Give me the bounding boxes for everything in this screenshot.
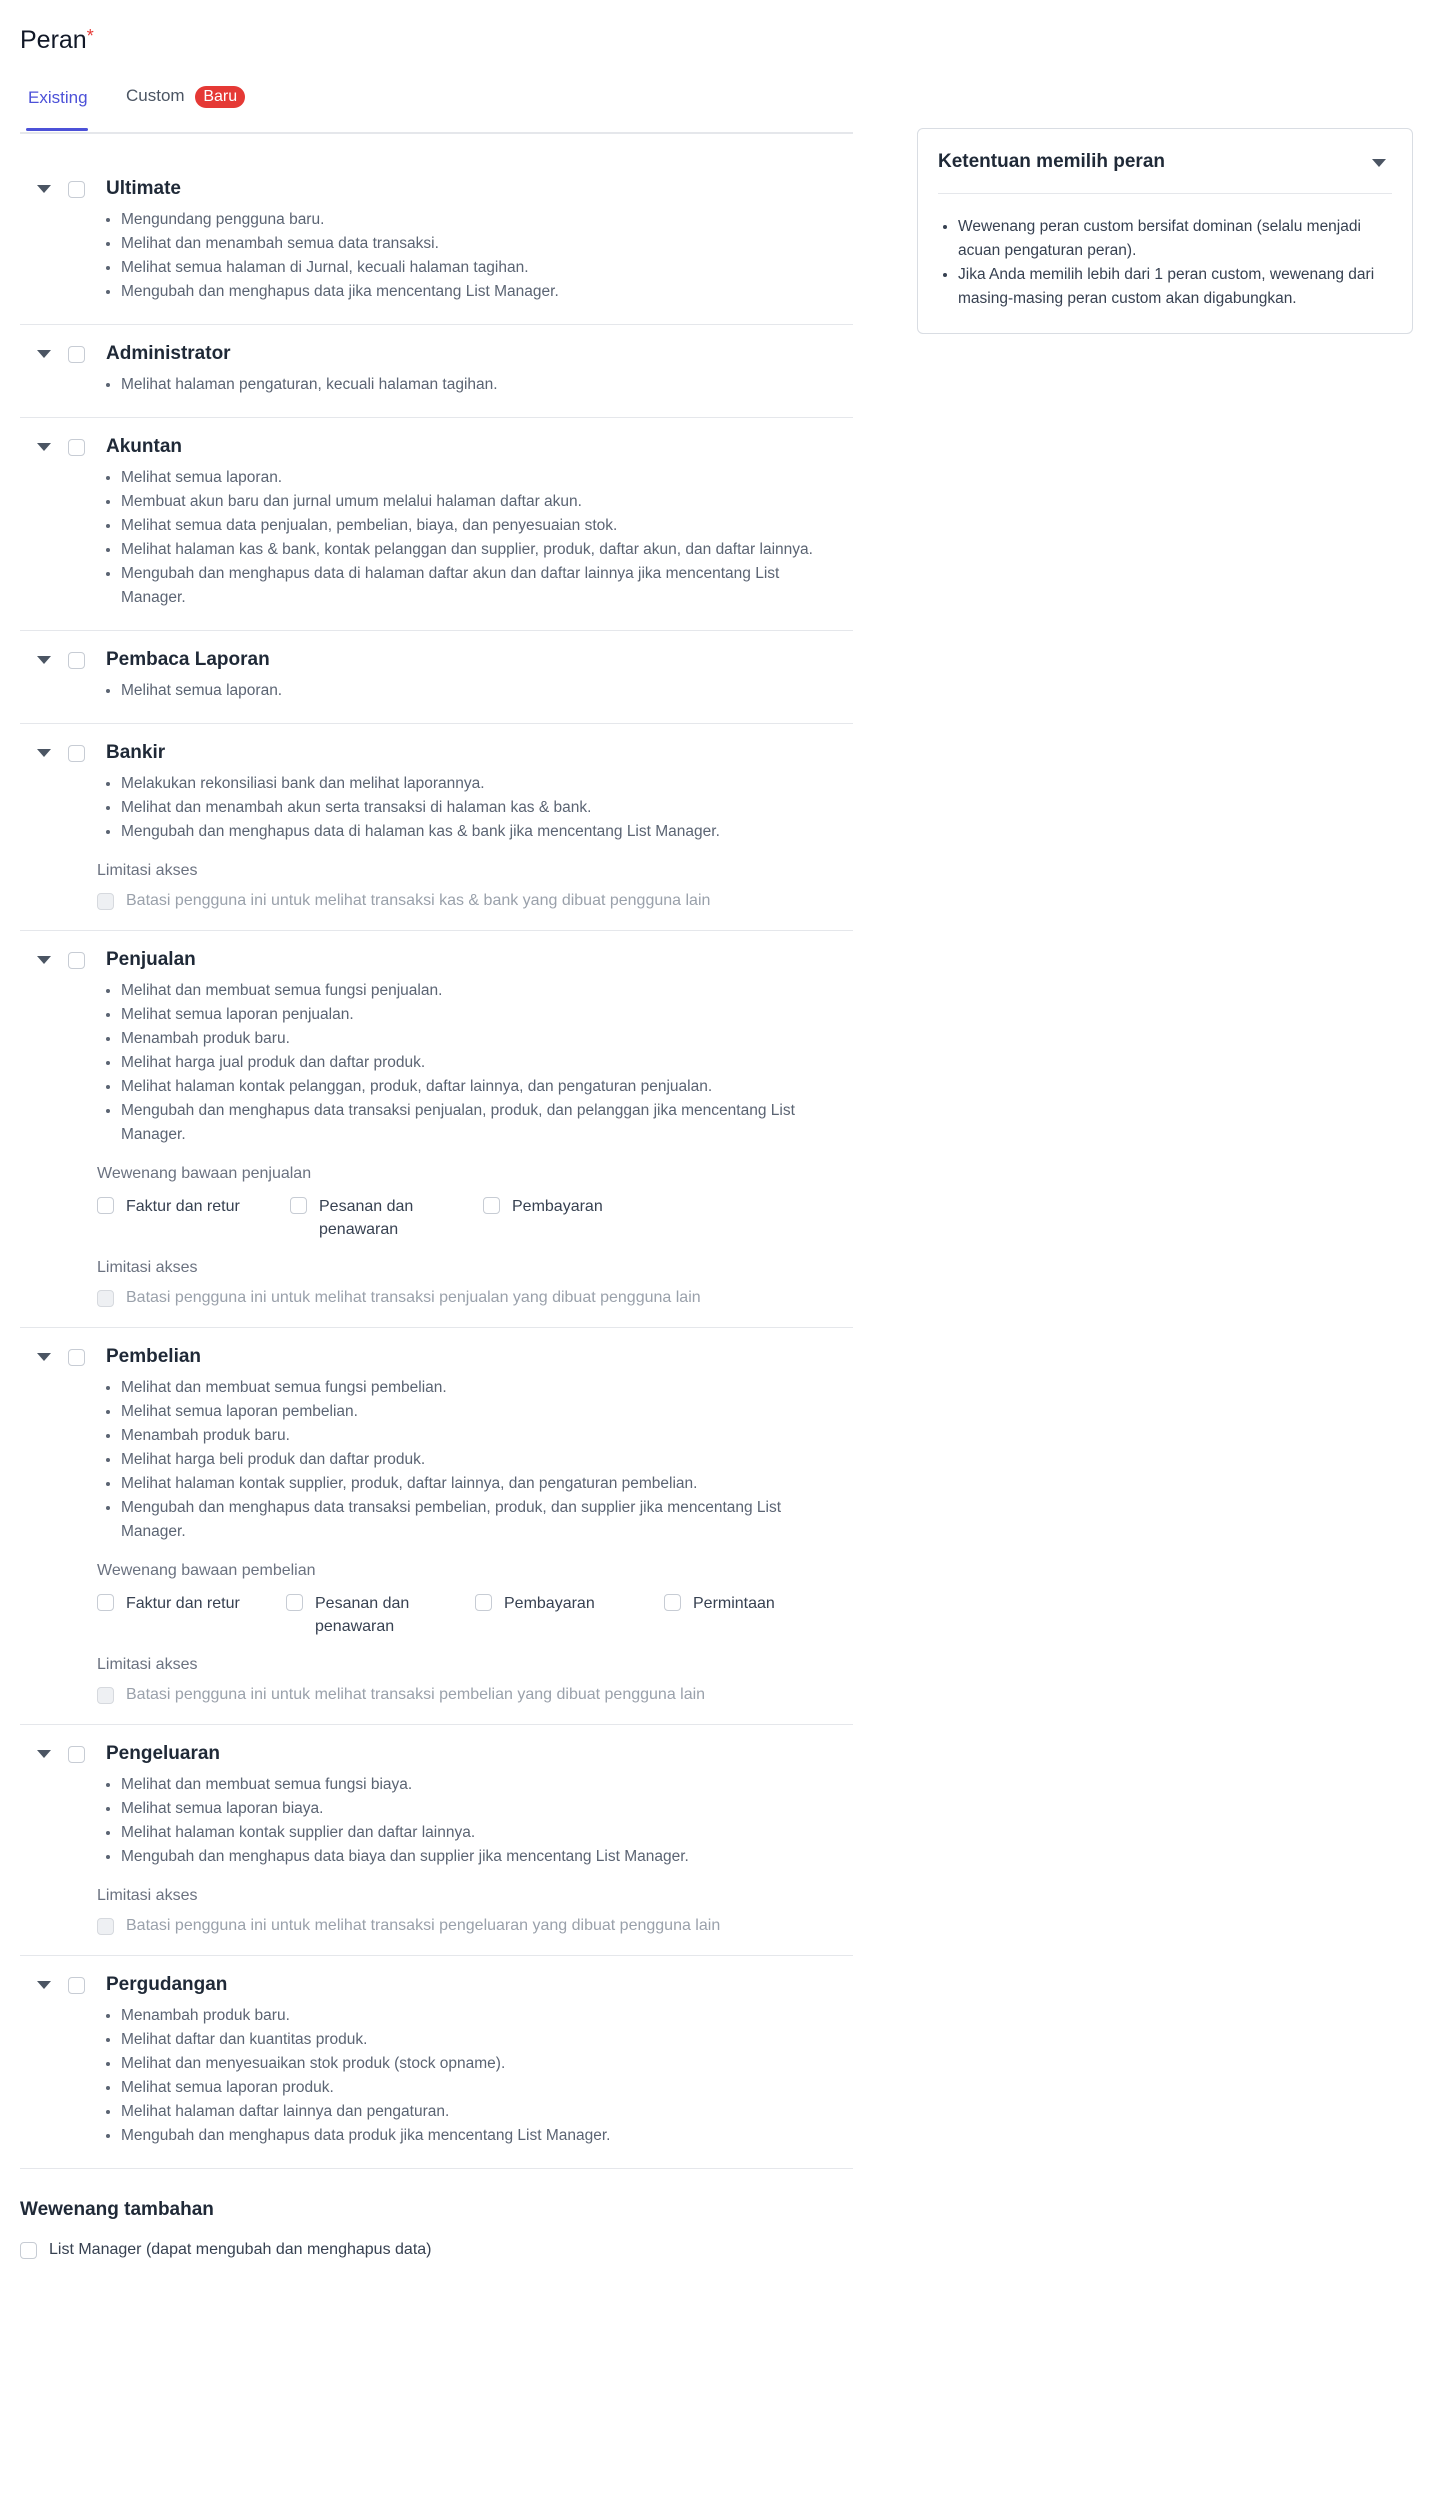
role-checkbox-bankir[interactable] <box>68 745 85 762</box>
role-name: Penjualan <box>106 949 196 970</box>
option-checkbox[interactable] <box>286 1594 303 1611</box>
default-permissions <box>97 1562 853 1638</box>
option-checkbox[interactable] <box>475 1594 492 1611</box>
role-name: Pergudangan <box>106 1974 228 1995</box>
role-checkbox-pembaca-laporan[interactable] <box>68 652 85 669</box>
role-section-pengeluaran <box>20 1725 853 1956</box>
permission-item: • Menambah produk baru. <box>121 2004 853 2028</box>
default-permissions-label: Wewenang bawaan penjualan <box>97 1165 312 1182</box>
permission-item: • Melihat halaman kontak supplier dan daftar lainnya. <box>121 1821 853 1845</box>
role-rule-item: • Wewenang peran custom bersifat dominan (selalu menjadi acuan pengaturan peran). <box>958 215 1388 263</box>
required-mark: * <box>86 26 94 46</box>
option-checkbox[interactable] <box>97 1594 114 1611</box>
option-label: Permintaan <box>693 1595 775 1612</box>
option-checkbox[interactable] <box>97 1197 114 1214</box>
role-header <box>20 945 853 975</box>
additional-permissions-title: Wewenang tambahan <box>20 2199 214 2220</box>
option-checkbox[interactable] <box>483 1197 500 1214</box>
limit-text: Batasi pengguna ini untuk melihat transaksi kas & bank yang dibuat pengguna lain <box>126 892 711 909</box>
role-checkbox-pembelian[interactable] <box>68 1349 85 1366</box>
tab-existing-label: Existing <box>28 88 88 107</box>
access-limitation-option <box>97 892 853 910</box>
limit-checkbox <box>97 1918 114 1935</box>
option-label: Pesanan dan penawaran <box>319 1198 414 1238</box>
caret-down-icon[interactable] <box>37 1353 51 1361</box>
role-section-pembaca-laporan <box>20 631 853 724</box>
role-rules-panel <box>917 128 1413 334</box>
role-section-administrator <box>20 325 853 418</box>
permission-item: • Melihat semua laporan. <box>121 466 853 490</box>
default-permissions <box>97 1165 853 1241</box>
limit-text: Batasi pengguna ini untuk melihat transaksi pembelian yang dibuat pengguna lain <box>126 1686 706 1703</box>
caret-down-icon[interactable] <box>37 956 51 964</box>
permission-item: • Mengubah dan menghapus data di halaman daftar akun dan daftar lainnya jika mencentang List Manager. <box>121 562 853 610</box>
tab-custom-label: Custom <box>126 86 185 105</box>
tab-existing[interactable] <box>28 88 88 108</box>
role-header <box>20 432 853 462</box>
role-permissions <box>20 466 853 610</box>
list-manager-checkbox[interactable] <box>20 2242 37 2259</box>
default-permissions-options <box>97 1195 853 1241</box>
access-limitation-label: Limitasi akses <box>97 862 198 879</box>
caret-down-icon[interactable] <box>37 350 51 358</box>
permission-item: • Melihat semua laporan. <box>121 679 853 703</box>
role-permissions <box>20 679 853 703</box>
permission-item: • Menambah produk baru. <box>121 1424 853 1448</box>
permission-item: • Melihat dan membuat semua fungsi pembelian. <box>121 1376 853 1400</box>
role-checkbox-penjualan[interactable] <box>68 952 85 969</box>
role-header <box>20 645 853 675</box>
default-permissions-label: Wewenang bawaan pembelian <box>97 1562 316 1579</box>
roles-list <box>20 160 853 2259</box>
role-section-pembelian <box>20 1328 853 1725</box>
page-title-text: Peran <box>20 26 87 54</box>
role-permissions <box>20 1376 853 1544</box>
default-option-pembayaran[interactable] <box>483 1195 676 1241</box>
role-name: Akuntan <box>106 436 182 457</box>
role-header <box>20 1342 853 1372</box>
caret-down-icon[interactable] <box>37 1981 51 1989</box>
role-section-akuntan <box>20 418 853 631</box>
option-checkbox[interactable] <box>664 1594 681 1611</box>
permission-item: • Mengubah dan menghapus data jika mencentang List Manager. <box>121 280 853 304</box>
access-limitation-option <box>97 1686 853 1704</box>
permission-item: • Melihat dan menyesuaikan stok produk (stock opname). <box>121 2052 853 2076</box>
role-name: Administrator <box>106 343 231 364</box>
list-manager-option[interactable] <box>20 2241 853 2259</box>
role-section-ultimate <box>20 160 853 325</box>
default-option-pesanan-dan-penawaran[interactable] <box>290 1195 483 1241</box>
permission-item: • Mengubah dan menghapus data transaksi penjualan, produk, dan pelanggan jika mencentang List Manager. <box>121 1099 853 1147</box>
default-option-permintaan[interactable] <box>664 1592 853 1638</box>
access-limitation <box>97 1887 853 1935</box>
limit-text: Batasi pengguna ini untuk melihat transaksi penjualan yang dibuat pengguna lain <box>126 1289 701 1306</box>
role-permissions <box>20 2004 853 2148</box>
role-tabs <box>20 80 853 134</box>
role-permissions <box>20 772 853 844</box>
caret-down-icon[interactable] <box>37 749 51 757</box>
permission-item: • Melihat semua laporan produk. <box>121 2076 853 2100</box>
role-rules-header[interactable] <box>938 151 1392 194</box>
role-permissions <box>20 1773 853 1869</box>
permission-item: • Menambah produk baru. <box>121 1027 853 1051</box>
role-section-pergudangan <box>20 1956 853 2169</box>
role-permissions <box>20 979 853 1147</box>
role-checkbox-ultimate[interactable] <box>68 181 85 198</box>
option-label: Faktur dan retur <box>126 1198 240 1215</box>
role-header <box>20 1739 853 1769</box>
permission-item: • Melihat halaman kontak supplier, produk, daftar lainnya, dan pengaturan pembelian. <box>121 1472 853 1496</box>
option-label: Pembayaran <box>504 1595 595 1612</box>
permission-item: • Mengubah dan menghapus data biaya dan supplier jika mencentang List Manager. <box>121 1845 853 1869</box>
role-name: Pembelian <box>106 1346 202 1367</box>
permission-item: • Melihat semua halaman di Jurnal, kecuali halaman tagihan. <box>121 256 853 280</box>
role-header <box>20 174 853 204</box>
permission-item: • Melihat harga jual produk dan daftar produk. <box>121 1051 853 1075</box>
role-checkbox-pengeluaran[interactable] <box>68 1746 85 1763</box>
access-limitation <box>97 862 853 910</box>
role-permissions <box>20 373 853 397</box>
default-option-faktur-dan-retur[interactable] <box>97 1195 290 1241</box>
role-section-bankir <box>20 724 853 931</box>
permission-item: • Melihat halaman pengaturan, kecuali halaman tagihan. <box>121 373 853 397</box>
default-option-faktur-dan-retur[interactable] <box>97 1592 286 1638</box>
permission-item: • Melakukan rekonsiliasi bank dan melihat laporannya. <box>121 772 853 796</box>
default-permissions-options <box>97 1592 853 1638</box>
role-name: Ultimate <box>106 178 181 199</box>
option-label: Faktur dan retur <box>126 1595 240 1612</box>
permission-item: • Mengubah dan menghapus data produk jika mencentang List Manager. <box>121 2124 853 2148</box>
permission-item: • Melihat dan menambah akun serta transaksi di halaman kas & bank. <box>121 796 853 820</box>
chevron-down-icon[interactable] <box>1372 159 1386 167</box>
access-limitation <box>97 1656 853 1704</box>
role-checkbox-akuntan[interactable] <box>68 439 85 456</box>
role-name: Pengeluaran <box>106 1743 221 1764</box>
new-badge: Baru <box>195 86 245 108</box>
role-name: Bankir <box>106 742 166 763</box>
access-limitation-option <box>97 1917 853 1935</box>
option-label: Pesanan dan penawaran <box>315 1595 410 1635</box>
access-limitation-label: Limitasi akses <box>97 1259 198 1276</box>
caret-down-icon[interactable] <box>37 1750 51 1758</box>
default-option-pesanan-dan-penawaran[interactable] <box>286 1592 475 1638</box>
permission-item: • Melihat semua laporan penjualan. <box>121 1003 853 1027</box>
permission-item: • Membuat akun baru dan jurnal umum melalui halaman daftar akun. <box>121 490 853 514</box>
permission-item: • Melihat semua laporan pembelian. <box>121 1400 853 1424</box>
permission-item: • Melihat harga beli produk dan daftar produk. <box>121 1448 853 1472</box>
limit-text: Batasi pengguna ini untuk melihat transaksi pengeluaran yang dibuat pengguna lain <box>126 1917 721 1934</box>
role-rules-list <box>938 215 1388 311</box>
role-checkbox-pergudangan[interactable] <box>68 1977 85 1994</box>
permission-item: • Melihat dan menambah semua data transaksi. <box>121 232 853 256</box>
limit-checkbox <box>97 1290 114 1307</box>
permission-item: • Melihat halaman daftar lainnya dan pengaturan. <box>121 2100 853 2124</box>
role-header <box>20 339 853 369</box>
permission-item: • Melihat semua data penjualan, pembelian, biaya, dan penyesuaian stok. <box>121 514 853 538</box>
page-title <box>20 26 94 55</box>
access-limitation-option <box>97 1289 853 1307</box>
option-label: Pembayaran <box>512 1198 603 1215</box>
caret-down-icon[interactable] <box>37 443 51 451</box>
default-option-pembayaran[interactable] <box>475 1592 664 1638</box>
access-limitation-label: Limitasi akses <box>97 1887 198 1904</box>
permission-item: • Melihat dan membuat semua fungsi penjualan. <box>121 979 853 1003</box>
permission-item: • Melihat dan membuat semua fungsi biaya. <box>121 1773 853 1797</box>
permission-item: • Melihat halaman kontak pelanggan, produk, daftar lainnya, dan pengaturan penjualan. <box>121 1075 853 1099</box>
access-limitation <box>97 1259 853 1307</box>
caret-down-icon[interactable] <box>37 656 51 664</box>
role-rules-title: Ketentuan memilih peran <box>938 151 1165 172</box>
tab-custom[interactable] <box>126 86 245 108</box>
role-permissions <box>20 208 853 304</box>
permission-item: • Melihat halaman kas & bank, kontak pelanggan dan supplier, produk, daftar akun, dan daftar lainnya. <box>121 538 853 562</box>
role-header <box>20 1970 853 2000</box>
active-tab-indicator <box>26 128 88 131</box>
role-name: Pembaca Laporan <box>106 649 270 670</box>
role-header <box>20 738 853 768</box>
permission-item: • Mengubah dan menghapus data transaksi pembelian, produk, dan supplier jika mencentang List Manager. <box>121 1496 853 1544</box>
permission-item: • Melihat daftar dan kuantitas produk. <box>121 2028 853 2052</box>
limit-checkbox <box>97 893 114 910</box>
access-limitation-label: Limitasi akses <box>97 1656 198 1673</box>
role-rule-item: • Jika Anda memilih lebih dari 1 peran custom, wewenang dari masing-masing peran custom akan digabungkan. <box>958 263 1388 311</box>
role-section-penjualan <box>20 931 853 1328</box>
option-checkbox[interactable] <box>290 1197 307 1214</box>
permission-item: • Mengubah dan menghapus data di halaman kas & bank jika mencentang List Manager. <box>121 820 853 844</box>
caret-down-icon[interactable] <box>37 185 51 193</box>
permission-item: • Melihat semua laporan biaya. <box>121 1797 853 1821</box>
role-checkbox-administrator[interactable] <box>68 346 85 363</box>
limit-checkbox <box>97 1687 114 1704</box>
list-manager-label: List Manager (dapat mengubah dan menghapus data) <box>49 2241 432 2258</box>
permission-item: • Mengundang pengguna baru. <box>121 208 853 232</box>
